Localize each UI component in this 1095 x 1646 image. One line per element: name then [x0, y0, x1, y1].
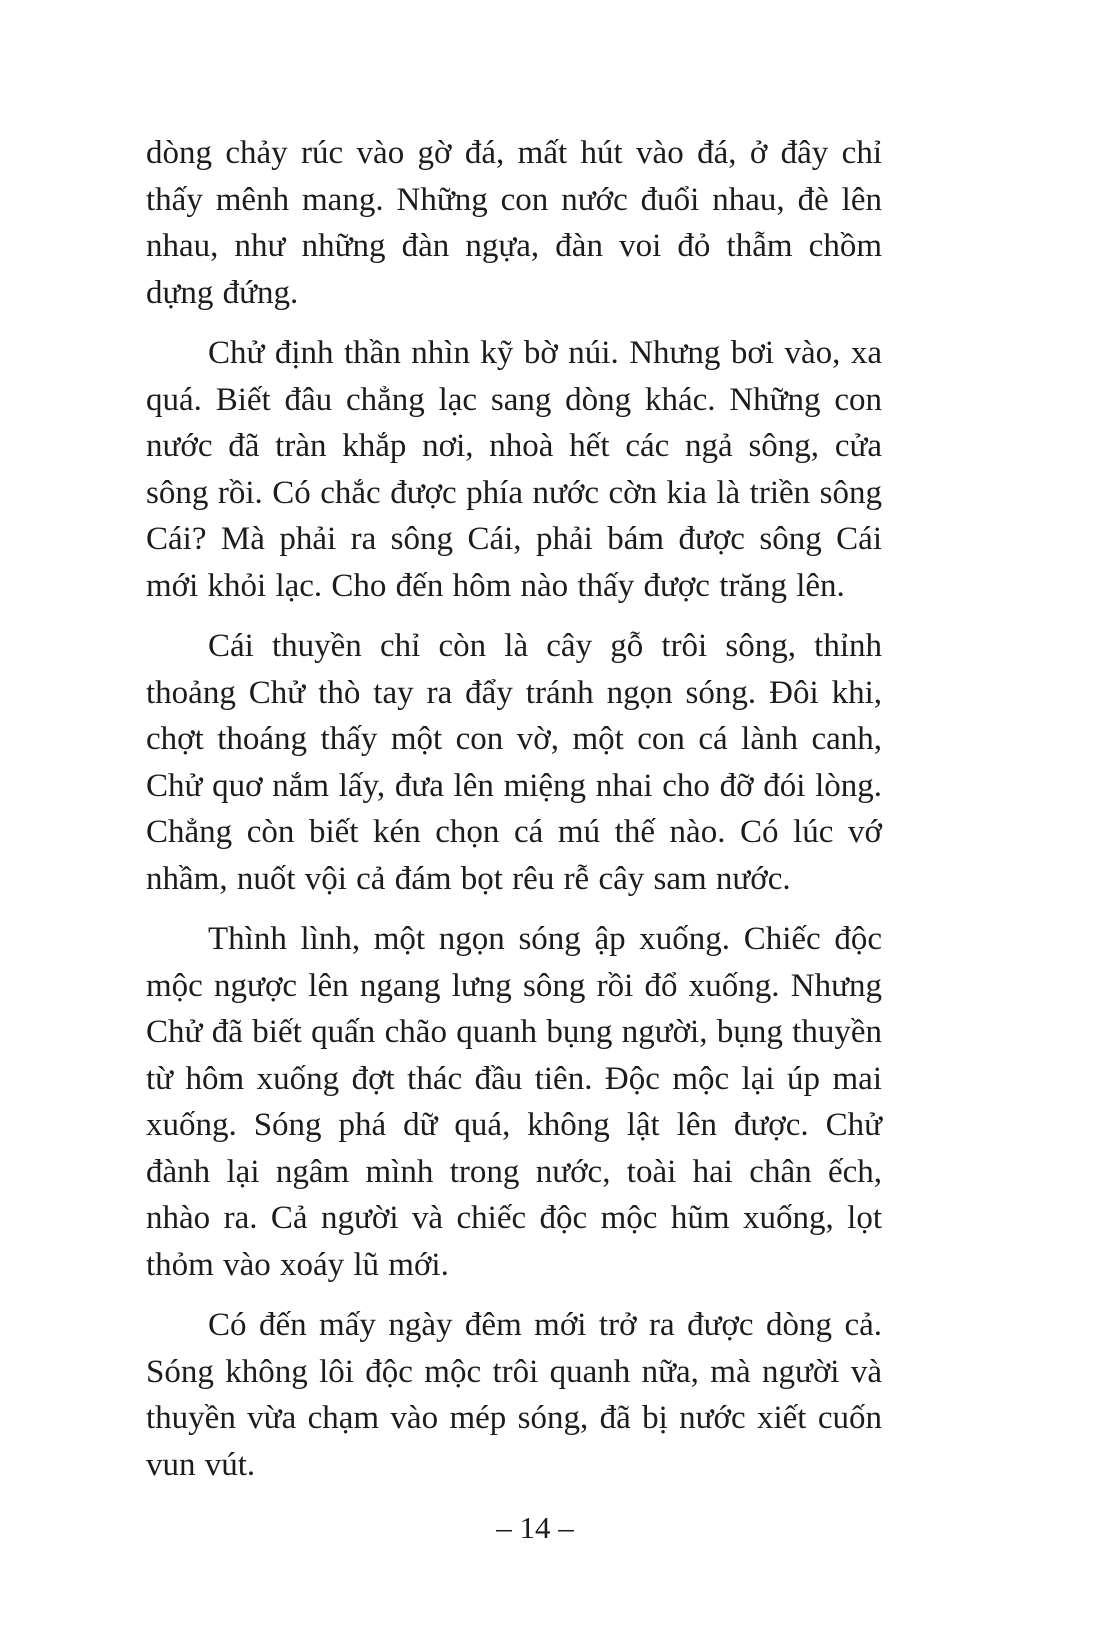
paragraph: Có đến mấy ngày đêm mới trở ra được dòng cả. Sóng không lôi độc mộc trôi quanh nữa, mà người và thuyền vừa chạm vào mép sóng, đã bị nước xiết cuốn vun vút.: [146, 1307, 882, 1483]
page-text: [146, 130, 882, 1502]
paragraph: Thình lình, một ngọn sóng ập xuống. Chiếc độc mộc ngược lên ngang lưng sông rồi đổ xuống. Nhưng Chử đã biết quấn chão quanh bụng người, bụng thuyền từ hôm xuống đợt thác đầu tiên. Độc mộc lại úp mai xuống. Sóng phá dữ quá, không lật lên được. Chử đành lại ngâm mình trong nước, toài hai chân ếch, nhào ra. Cả người và chiếc độc mộc hũm xuống, lọt thỏm vào xoáy lũ mới.: [146, 921, 882, 1283]
page-number: – 14 –: [496, 1510, 574, 1545]
paragraph: Chử định thần nhìn kỹ bờ núi. Nhưng bơi vào, xa quá. Biết đâu chẳng lạc sang dòng khác. Những con nước đã tràn khắp nơi, nhoà hết các ngả sông, cửa sông rồi. Có chắc được phía nước cờn kia là triền sông Cái? Mà phải ra sông Cái, phải bám được sông Cái mới khỏi lạc. Cho đến hôm nào thấy được trăng lên.: [146, 335, 882, 604]
paragraph: Cái thuyền chỉ còn là cây gỗ trôi sông, thỉnh thoảng Chử thò tay ra đẩy tránh ngọn sóng. Đôi khi, chợt thoáng thấy một con vờ, một con cá lành canh, Chử quơ nắm lấy, đưa lên miệng nhai cho đỡ đói lòng. Chẳng còn biết kén chọn cá mú thế nào. Có lúc vớ nhầm, nuốt vội cả đám bọt rêu rễ cây sam nước.: [146, 628, 882, 897]
paragraph: dòng chảy rúc vào gờ đá, mất hút vào đá, ở đây chỉ thấy mênh mang. Những con nước đuổi nhau, đè lên nhau, như những đàn ngựa, đàn voi đỏ thẫm chồm dựng đứng.: [146, 135, 882, 311]
